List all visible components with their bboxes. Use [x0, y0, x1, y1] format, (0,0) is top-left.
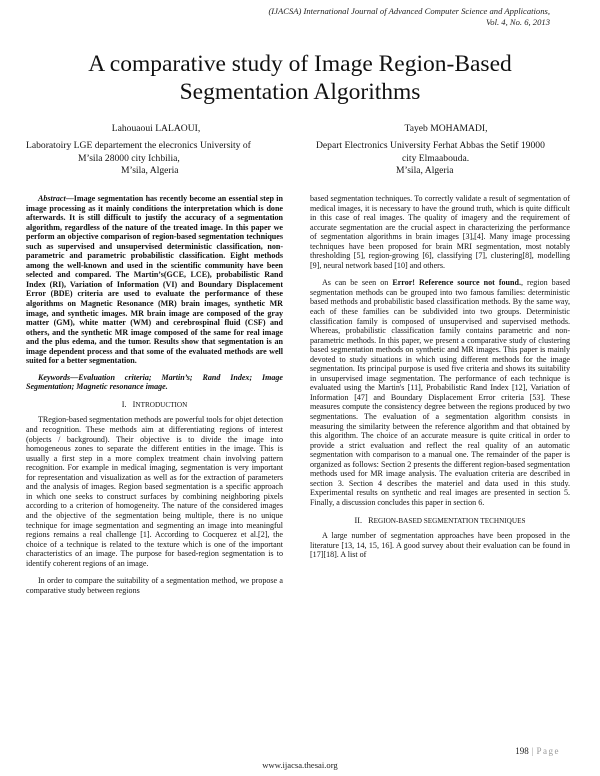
page-separator: | — [531, 746, 534, 756]
page-number-value: 198 — [515, 746, 529, 756]
author-1-affiliation: Laboratoiry LGE departement the elecronics University of — [26, 140, 251, 152]
journal-header — [220, 6, 550, 28]
section-1-initial: I — [132, 399, 136, 409]
right-paragraph-3: A large number of segmentation approaches have been proposed in the literature [13, 14, 15, 16]. A good survey about their evaluation can be found in [17][18]. A list of — [310, 531, 570, 560]
title-line-2: Segmentation Algorithms — [179, 79, 421, 105]
section-2-title: EGION-BASED SEGMENTATION TECHNIQUES — [373, 516, 526, 525]
journal-volume: Vol. 4, No. 6, 2013 — [486, 17, 550, 27]
section-2-heading — [310, 516, 570, 527]
reference-error: Error! Reference source not found. — [392, 278, 521, 288]
author-2 — [316, 123, 576, 178]
page-number — [515, 746, 560, 756]
section-1-heading — [26, 400, 283, 411]
right-paragraph-1: based segmentation techniques. To correctly validate a result of segmentation of medical images, it is necessary to have the ground truth, which is quite difficult in this case of real images. The quality of imagery and the requirement of accurate segmentation are the crucial aspect in characterizing the performance of segmentation algorithms in brain images [3],[4]. Many image processing techniques have been proposed for brain MRI segmentation, most notably thresholding [5], region-growing [6], classifying [7], clustering[8], modelling [9], neural network based [10] and others. — [310, 194, 570, 270]
journal-url: www.ijacsa.thesai.org — [262, 760, 338, 770]
abstract — [26, 194, 283, 366]
author-1-country: M’sila, Algeria — [121, 165, 179, 177]
right-paragraph-2-post: , region based segmentation methods can be grouped into two famous families: deterministic based methods and probabilistic based classification methods. By the same way, each of these families can be subdivided into two groups. Deterministic classification family is composed of unsupervised and supervised methods. Whereas, probabilistic classification family contains parametric and non-parametric methods. In this paper, we present a comparative study of clustering based segmentation methods on synthetic and MR images. This paper is mainly devoted to study situations in which using different methods for the image segmentation. Its principal purpose is used five criteria and shows its suitability in unsupervised image segmentation. The performance of each technique is evaluated using the Martin's [11], Probabilistic Rand Index [12], Variation of Information [47] and Boundary Displacement Error criteria [53]. These measures compute the consistency degree between the regions produced by two segmentations. The evaluation of a segmentation algorithm consists in measuring the similarity between the reference algorithm and that obtained by this algorithm. The choice of an accurate measure is quite critical in order to provide a strict evaluation and reflect the real quality of an automatic segmentation with comparison to a manual one. The remainder of the paper is organized as follows: Section 2 presents the different region-based segmentation methods used for MR image analysis. The evaluation criteria are described in section 3. Section 4 describes the materiel and data used in this study. Experimental results on synthetic and real images are presented in section 5. Finally, a discussion concludes this paper in section 6. — [310, 278, 570, 507]
author-1 — [26, 123, 286, 178]
abstract-label: Abstract — [38, 194, 66, 203]
author-1-city: M’sila 28000 city Ichbilia, — [78, 152, 180, 164]
left-column — [26, 194, 283, 595]
section-2-number: II. — [354, 515, 363, 525]
section-2-initial: R — [368, 515, 374, 525]
section-1-title: NTRODUCTION — [135, 400, 188, 409]
keywords-label: Keywords — [38, 372, 71, 382]
title-line-1: A comparative study of Image Region-Based — [88, 51, 512, 77]
author-2-affiliation: Depart Electronics University Ferhat Abbas the Setif 19000 — [316, 140, 545, 152]
author-2-country: M’sila, Algeria — [396, 165, 454, 177]
author-2-name: Tayeb MOHAMADI, — [404, 123, 488, 134]
right-paragraph-2 — [310, 278, 570, 507]
keywords-text: —Evaluation criteria; Martin’s; Rand Index; Image Segmentation; Magnetic resonance image. — [26, 372, 283, 392]
journal-name: (IJACSA) International Journal of Advanced Computer Science and Applications, — [268, 6, 550, 16]
author-1-name: Lahouaoui LALAOUI, — [111, 123, 201, 134]
keywords — [26, 373, 283, 392]
intro-paragraph-2: In order to compare the suitability of a segmentation method, we propose a comparative study between regions — [26, 576, 283, 595]
abstract-text: —Image segmentation has recently become an essential step in image processing as it mainly conditions the interpretation which is done afterwards. It is still difficult to justify the accuracy of a segmentation algorithm, regardless of the nature of the treated image. In this paper we perform an objective comparison of region-based segmentation techniques such as supervised and unsupervised deterministic classification, non-parametric and parametric probabilistic classification. Eight methods among the well-known and used in the scientific community have been selected and compared. The Martin’s(GCE, LCE), probabilistic Rand Index (RI), Variation of Information (VI) and Boundary Displacement Error (BDE) criteria are used to evaluate the performance of these algorithms on Magnetic Resonance (MR) brain images, synthetic MR image, and synthetic images. MR brain image are composed of the gray matter (GM), white matter (WM) and cerebrospinal fluid (CSF) and others, and the synthetic MR image composed of the same for real image and the plus edema, and the tumor. Results show that segmentation is an image dependent process and that some of the evaluated methods are well suited for a better segmentation. — [26, 194, 283, 366]
paper-title — [40, 50, 560, 106]
page-label: Page — [536, 746, 560, 756]
author-2-city: city Elmaabouda. — [402, 152, 470, 164]
right-column — [310, 194, 570, 560]
right-paragraph-2-pre: As can be seen on — [322, 278, 393, 288]
section-1-number: I. — [121, 399, 127, 409]
intro-paragraph-1: TRegion-based segmentation methods are powerful tools for objet detection and recognition. These methods aim at differentiating regions of interest (objects / background). Their objective is to divide the image into homogeneous zones to separate the different entities in the image. This is usually a first step in a more complex treatment chain involving pattern recognition. For example in medical imaging, segmentation is very important for representation and visualization as well as for the extraction of parameters and the analysis of images. Region based segmentation is a specific approach in which one seeks to construct surfaces by combining neighboring pixels according to a criterion of homogeneity. The nature of the considered images and the objective of the segmentation being multiple, there is no unique technique for image segmentation and segmenting an image into meaningful regions remains a real challenge [1]. According to Cocquerez et al.[2], the choice of a technique is related to the texture which is one of the important characteristics of an image. The purpose for based-region segmentation is to identify coherent regions of an image. — [26, 415, 283, 568]
